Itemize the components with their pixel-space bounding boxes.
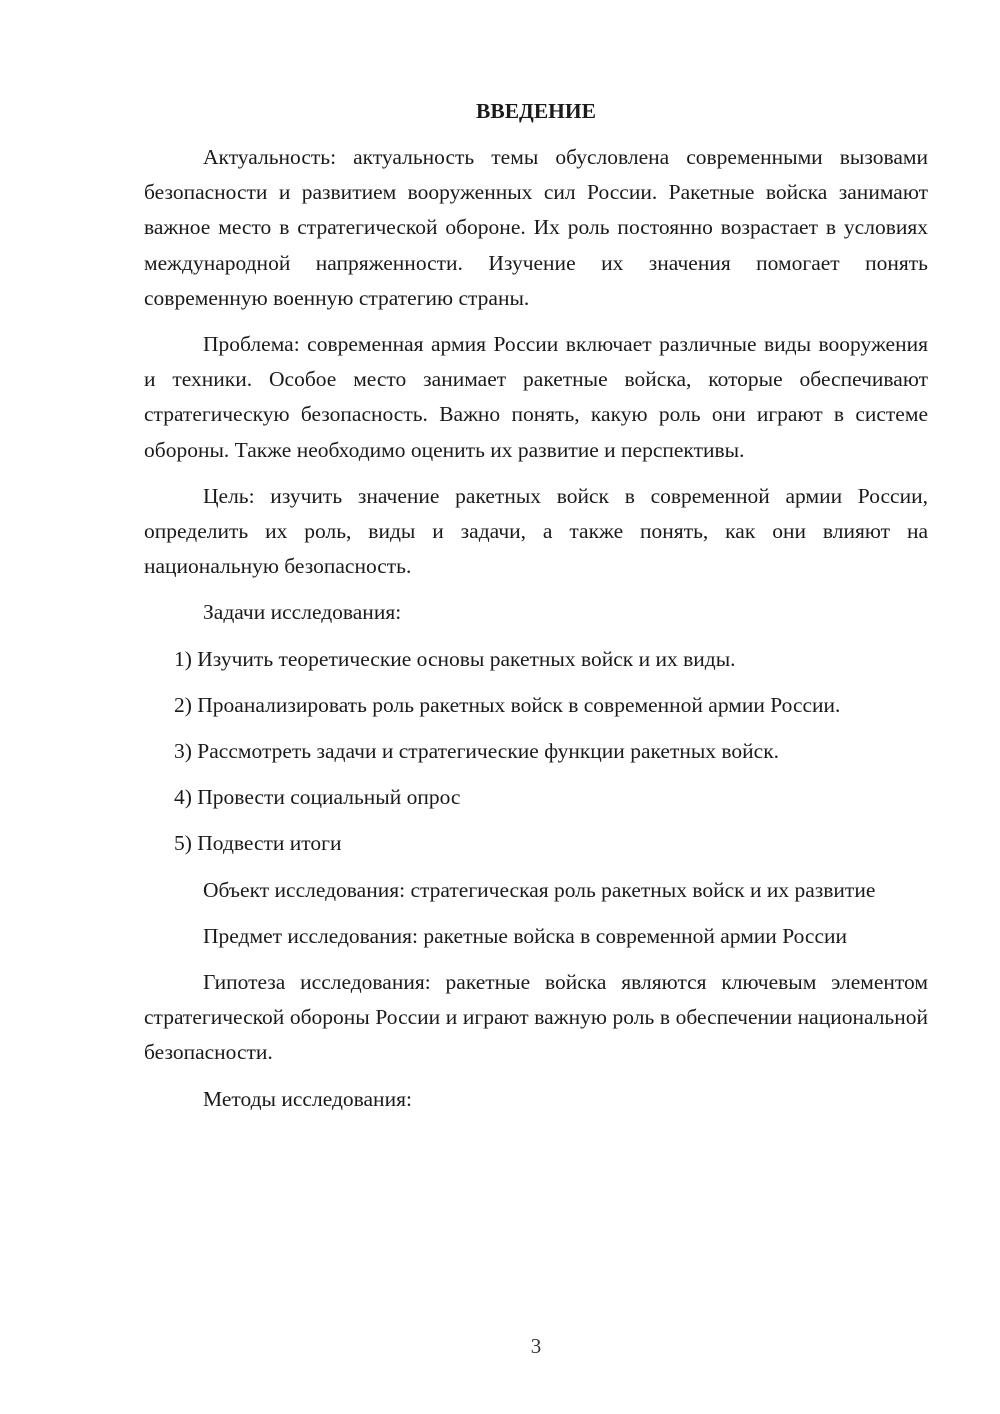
paragraph-subject: Предмет исследования: ракетные войска в современной армии России — [203, 923, 847, 948]
page-title: ВВЕДЕНИЕ — [476, 99, 596, 123]
paragraph-goal: Цель: изучить значение ракетных войск в современной армии России, определить их роль, виды и задачи, а также понять, как они влияют на национальную безопасность. — [144, 483, 928, 579]
paragraph-object: Объект исследования: стратегическая роль ракетных войск и их развитие — [203, 877, 876, 902]
paragraph-hypothesis: Гипотеза исследования: ракетные войска являются ключевым элементом стратегической обороны России и играют важную роль в обеспечении национальной безопасности. — [144, 970, 928, 1065]
task-item-2: 2) Проанализировать роль ракетных войск в современной армии России. — [174, 692, 841, 717]
task-item-5: 5) Подвести итоги — [174, 831, 342, 856]
methods-title: Методы исследования: — [203, 1086, 412, 1111]
paragraph-problem: Проблема: современная армия России включает различные виды вооружения и техники. Особое место занимает ракетные войска, которые обеспечивают стратегическую безопасность. Важно понять, какую роль они играют в системе обороны. Также необходимо оценить их развитие и перспективы. — [144, 332, 928, 462]
document-body — [144, 96, 928, 1128]
task-item-4: 4) Провести социальный опрос — [174, 785, 461, 810]
page-number: 3 — [530, 1334, 542, 1358]
tasks-title: Задачи исследования: — [203, 600, 402, 625]
paragraph-relevance: Актуальность: актуальность темы обусловлена современными вызовами безопасности и развитием вооруженных сил России. Ракетные войска занимают важное место в стратегической обороне. Их роль постоянно возрастает в условиях международной напряженности. Изучение их значения помогает понять современную военную стратегию страны. — [144, 145, 928, 310]
task-item-3: 3) Рассмотреть задачи и стратегические функции ракетных войск. — [174, 739, 780, 764]
task-item-1: 1) Изучить теоретические основы ракетных войск и их виды. — [174, 646, 736, 671]
